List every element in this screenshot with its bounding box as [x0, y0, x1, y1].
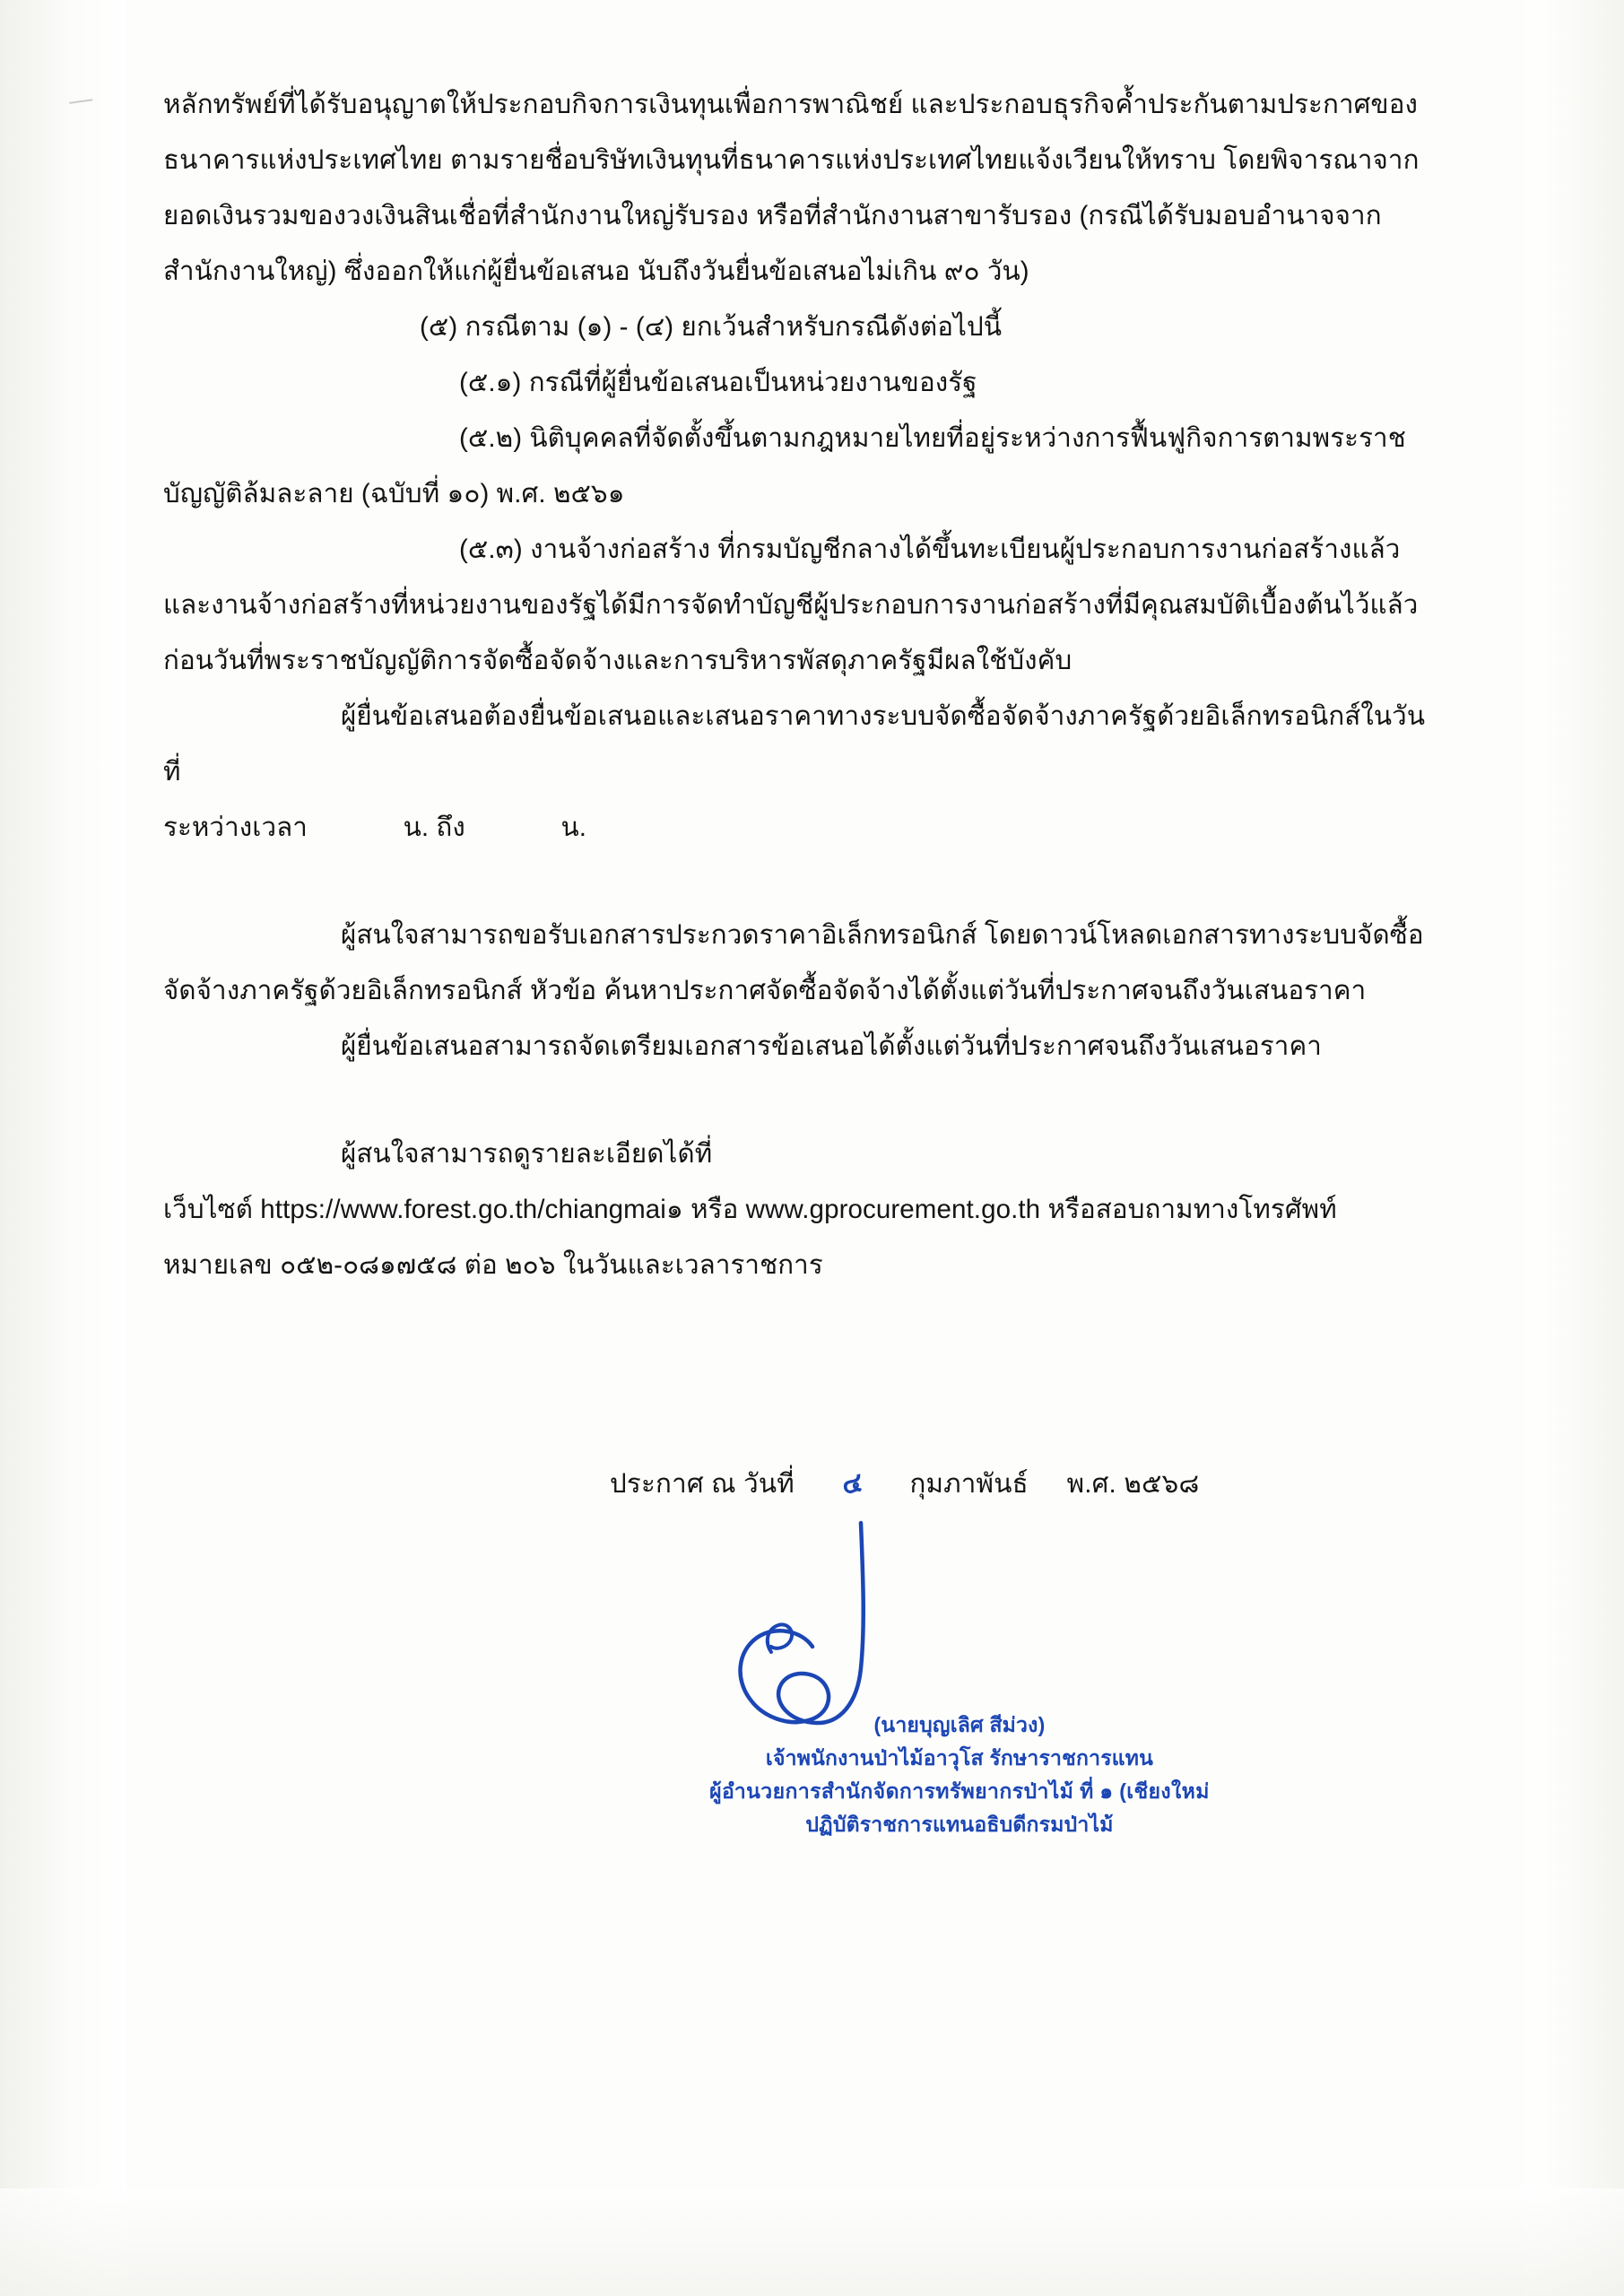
paragraph-item-5-2: (๕.๒) นิติบุคคลที่จัดตั้งขึ้นตามกฎหมายไทยที่อยู่ระหว่างการฟื้นฟูกิจการตามพระราชบัญญัติล้มละลาย (ฉบับที่ ๑๐) พ.ศ. ๒๕๖๑	[163, 423, 1406, 509]
signature-block	[628, 1709, 1291, 1841]
announcement-date-label: ประกาศ ณ วันที่	[610, 1469, 795, 1499]
signer-position-line-1: เจ้าพนักงานป่าไม้อาวุโส รักษาราชการแทน	[765, 1746, 1154, 1770]
paragraph-item-5-3: (๕.๓) งานจ้างก่อสร้าง ที่กรมบัญชีกลางได้ขึ้นทะเบียนผู้ประกอบการงานก่อสร้างแล้ว และงานจ้างก่อสร้างที่หน่วยงานของรัฐได้มีการจัดทำบัญชีผู้ประกอบการงานก่อสร้างที่มีคุณสมบัติเบื้องต้นไว้แล้ว ก่อนวันที่พระราชบัญญัติการจัดซื้อจัดจ้างและการบริหารพัสดุภาครัฐมีผลใช้บังคับ	[163, 535, 1419, 675]
paragraph-item-5-1: (๕.๑) กรณีที่ผู้ยื่นข้อเสนอเป็นหน่วยงานของรัฐ	[459, 368, 977, 397]
scan-shadow-bottom	[0, 2188, 1624, 2296]
scan-shadow-left	[0, 0, 126, 2296]
time-range-prefix: ระหว่างเวลา	[163, 813, 308, 842]
paragraph-contact: เว็บไซต์ https://www.forest.go.th/chiangmai๑ หรือ www.gprocurement.go.th หรือสอบถามทางโทรศัพท์หมายเลข ๐๕๒-๐๘๑๗๕๘ ต่อ ๒๐๖ ในวันและเวลาราชการ	[163, 1195, 1337, 1280]
paragraph-prepare: ผู้ยื่นข้อเสนอสามารถจัดเตรียมเอกสารข้อเสนอได้ตั้งแต่วันที่ประกาศจนถึงวันเสนอราคา	[341, 1031, 1322, 1061]
document-body	[163, 77, 1437, 1293]
time-range-mid: น. ถึง	[403, 813, 465, 842]
announcement-date-line	[610, 1462, 1199, 1505]
spacer-2	[163, 1074, 1437, 1126]
time-range-suffix: น.	[560, 813, 587, 842]
paragraph-time-range	[163, 800, 1437, 856]
signer-position-line-2: ผู้อำนวยการสำนักจัดการทรัพยากรป่าไม้ ที่ ๑ (เชียงใหม่	[709, 1779, 1210, 1803]
announcement-year: พ.ศ. ๒๕๖๘	[1066, 1469, 1200, 1499]
signer-position-line-3: ปฏิบัติราชการแทนอธิบดีกรมป่าไม้	[805, 1813, 1114, 1836]
signer-name: (นายบุญเลิศ สีม่วง)	[873, 1713, 1046, 1736]
paragraph-securities: หลักทรัพย์ที่ได้รับอนุญาตให้ประกอบกิจการเงินทุนเพื่อการพาณิชย์ และประกอบธุรกิจค้ำประกันตามประกาศของธนาคารแห่งประเทศไทย ตามรายชื่อบริษัทเงินทุนที่ธนาคารแห่งประเทศไทยแจ้งเวียนให้ทราบ โดยพิจารณาจากยอดเงินรวมของวงเงินสินเชื่อที่สำนักงานใหญ่รับรอง หรือที่สำนักงานสาขารับรอง (กรณีได้รับมอบอำนาจจากสำนักงานใหญ่) ซึ่งออกให้แก่ผู้ยื่นข้อเสนอ นับถึงวันยื่นข้อเสนอไม่เกิน ๙๐ วัน)	[163, 90, 1420, 286]
announcement-month: กุมภาพันธ์	[909, 1469, 1029, 1499]
scan-shadow-right	[1525, 0, 1624, 2296]
paragraph-item-5: (๕) กรณีตาม (๑) - (๔) ยกเว้นสำหรับกรณีดังต่อไปนี้	[420, 312, 1003, 342]
paragraph-submission: ผู้ยื่นข้อเสนอต้องยื่นข้อเสนอและเสนอราคาทางระบบจัดซื้อจัดจ้างภาครัฐด้วยอิเล็กทรอนิกส์ในวันที่	[163, 701, 1426, 787]
paragraph-download: ผู้สนใจสามารถขอรับเอกสารประกวดราคาอิเล็กทรอนิกส์ โดยดาวน์โหลดเอกสารทางระบบจัดซื้อจัดจ้างภาครัฐด้วยอิเล็กทรอนิกส์ หัวข้อ ค้นหาประกาศจัดซื้อจัดจ้างได้ตั้งแต่วันที่ประกาศจนถึงวันเสนอราคา	[163, 920, 1424, 1005]
spacer-1	[163, 856, 1437, 908]
paragraph-details: ผู้สนใจสามารถดูรายละเอียดได้ที่	[341, 1139, 713, 1169]
handwritten-day: ๔	[839, 1467, 865, 1500]
